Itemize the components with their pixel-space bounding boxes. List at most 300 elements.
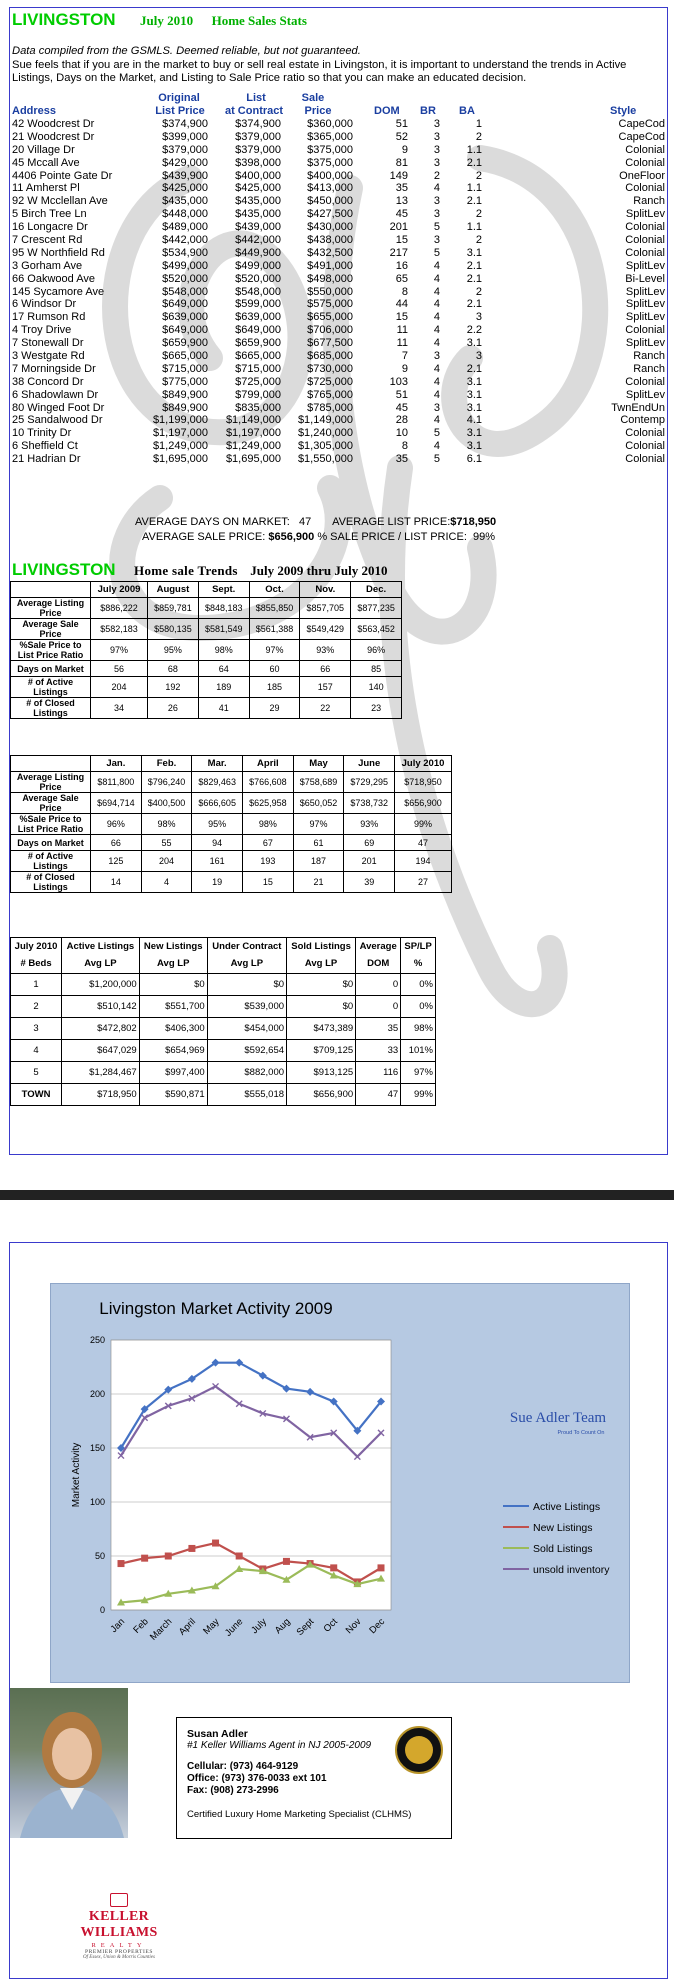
table-row (11, 1018, 436, 1040)
cell-address: 21 Woodcrest Dr (12, 130, 95, 143)
data-point (236, 1553, 243, 1560)
x-tick-label: Oct (321, 1616, 340, 1635)
table-cell: $555,018 (207, 1084, 286, 1106)
cell-style: Ranch (633, 195, 665, 208)
cell-sale-price: $498,000 (307, 272, 353, 285)
table-cell: 21 (293, 872, 344, 893)
cell-style: Colonial (625, 156, 665, 169)
cell-bedrooms: 4 (433, 440, 440, 453)
table-cell: $0 (207, 974, 286, 996)
intro-text (12, 45, 667, 86)
table-row (11, 698, 402, 719)
cell-style: CapeCod (618, 118, 665, 130)
table-cell: $539,000 (207, 996, 286, 1018)
cell-style: CapeCod (618, 130, 665, 143)
column-header: Avg LP (62, 956, 140, 974)
cell-sale-price: $413,000 (307, 182, 353, 195)
table-cell: 0% (401, 996, 436, 1018)
table-cell: 68 (148, 661, 199, 677)
table-row (10, 208, 667, 221)
beds-label: 1 (11, 974, 62, 996)
trends-label: Home sale Trends (134, 563, 238, 578)
column-header: Under Contract (207, 938, 286, 956)
column-header: # Beds (11, 956, 62, 974)
trends-table-2010 (10, 755, 452, 893)
cell-original-list-price: $665,000 (162, 350, 208, 363)
cell-style: SplitLev (625, 259, 665, 272)
cell-baths: 2 (475, 169, 482, 182)
table-cell: 47 (356, 1084, 401, 1106)
cell-dom: 51 (395, 118, 408, 130)
table-cell: 97% (401, 1062, 436, 1084)
row-label: # of Closed Listings (11, 872, 91, 893)
beds-label: 2 (11, 996, 62, 1018)
table-cell: 27 (395, 872, 452, 893)
cell-style: OneFloor (619, 169, 665, 182)
header-original: Original (158, 92, 200, 104)
month-header: June (344, 756, 395, 772)
x-tick-label: Sept (294, 1616, 317, 1638)
x-tick-label: Jan (108, 1616, 128, 1635)
cell-list-at-contract: $1,197,000 (225, 427, 281, 440)
table-cell: $886,222 (91, 598, 148, 619)
table-cell: $400,500 (141, 793, 192, 814)
cell-bedrooms: 4 (433, 362, 440, 375)
kw-name: KELLER WILLIAMS (80, 1909, 158, 1940)
table-row (10, 221, 667, 234)
cell-sale-price: $438,000 (307, 234, 353, 247)
table-row (11, 814, 452, 835)
cell-sale-price: $730,000 (307, 362, 353, 375)
table-cell: $647,029 (62, 1040, 140, 1062)
cell-style: Colonial (625, 375, 665, 388)
avg-list-value: $718,950 (450, 516, 497, 528)
header-list: List (246, 92, 266, 104)
table-row (10, 414, 667, 427)
legend-label: unsold inventory (533, 1564, 610, 1576)
cell-sale-price: $550,000 (307, 285, 353, 298)
cell-original-list-price: $435,000 (162, 195, 208, 208)
cell-baths: 2 (475, 285, 482, 298)
cell-bedrooms: 5 (433, 427, 440, 440)
table-cell: 201 (344, 851, 395, 872)
cell-dom: 16 (395, 259, 408, 272)
table-cell: 95% (192, 814, 243, 835)
cell-list-at-contract: $379,000 (235, 143, 281, 156)
cell-dom: 217 (389, 246, 408, 259)
table-row (10, 234, 667, 247)
row-label: # of Closed Listings (11, 698, 91, 719)
table-cell: $694,714 (91, 793, 142, 814)
table-cell: 93% (344, 814, 395, 835)
cell-address: 38 Concord Dr (12, 375, 84, 388)
cell-baths: 3.1 (466, 401, 482, 414)
avg-dom-value: 47 (299, 516, 312, 528)
cell-baths: 2.1 (466, 195, 482, 208)
cell-style: Colonial (625, 234, 665, 247)
cell-sale-price: $491,000 (307, 259, 353, 272)
table-row (10, 286, 667, 299)
header-br: BR (420, 105, 436, 117)
page-divider (0, 1190, 674, 1200)
town-title: LIVINGSTON (12, 10, 116, 29)
table-row (11, 974, 436, 996)
chart-title: Livingston Market Activity 2009 (99, 1299, 333, 1318)
column-header: New Listings (139, 938, 207, 956)
cell-style: Colonial (625, 221, 665, 234)
table-cell: 29 (249, 698, 300, 719)
cell-list-at-contract: $400,000 (235, 169, 281, 182)
sales-table (10, 92, 667, 466)
cell-dom: 81 (395, 156, 408, 169)
table-row (10, 182, 667, 195)
row-label: # of Active Listings (11, 851, 91, 872)
month-header: July 2010 (395, 756, 452, 772)
cell-list-at-contract: $548,000 (235, 285, 281, 298)
cell-original-list-price: $442,000 (162, 234, 208, 247)
stats-page (9, 7, 668, 1155)
intro-paragraph: Sue feels that if you are in the market to buy or sell real estate in Livingston, it is important to understand the trends in Active Listings, Days on the Market, and Listing to Sale Price ratio so that you can make an educated decision. (12, 58, 627, 84)
legend-label: Sold Listings (533, 1543, 593, 1555)
table-cell: 98% (198, 640, 249, 661)
table-cell: $848,183 (198, 598, 249, 619)
agent-photo (10, 1688, 128, 1838)
x-tick-label: March (147, 1616, 175, 1643)
period-title: July 2010 (140, 13, 194, 28)
table-cell: $592,654 (207, 1040, 286, 1062)
cell-sale-price: $1,550,000 (297, 453, 353, 466)
ratio-label: % SALE PRICE / LIST PRICE: (317, 531, 467, 543)
cell-dom: 65 (395, 272, 408, 285)
cell-dom: 8 (401, 285, 408, 298)
cell-address: 5 Birch Tree Ln (12, 208, 87, 221)
cell-address: 80 Winged Foot Dr (12, 401, 105, 414)
data-point (330, 1564, 337, 1571)
cell-style: Colonial (625, 453, 665, 466)
table-cell: 55 (141, 835, 192, 851)
table-cell: 95% (148, 640, 199, 661)
cell-list-at-contract: $599,000 (235, 298, 281, 311)
cell-address: 145 Sycamore Ave (12, 285, 105, 298)
table-cell: 35 (356, 1018, 401, 1040)
agent-cell: Cellular: (973) 464-9129 (187, 1761, 299, 1772)
cell-original-list-price: $1,199,000 (152, 414, 208, 427)
table-cell: 15 (243, 872, 294, 893)
cell-original-list-price: $649,000 (162, 298, 208, 311)
cell-list-at-contract: $659,900 (235, 337, 281, 350)
cell-bedrooms: 3 (433, 195, 440, 208)
table-cell: $551,700 (139, 996, 207, 1018)
data-point (188, 1545, 195, 1552)
cell-list-at-contract: $379,000 (235, 130, 281, 143)
table-cell: 41 (198, 698, 249, 719)
table-row (10, 118, 667, 131)
table-cell: $473,389 (287, 1018, 356, 1040)
cell-dom: 11 (396, 337, 408, 350)
cell-sale-price: $375,000 (307, 143, 353, 156)
cell-baths: 2 (475, 208, 482, 221)
month-header: April (243, 756, 294, 772)
cell-style: SplitLev (625, 337, 665, 350)
cell-list-at-contract: $799,000 (235, 388, 281, 401)
cell-original-list-price: $548,000 (162, 285, 208, 298)
cell-style: SplitLev (625, 311, 665, 324)
month-header: Feb. (141, 756, 192, 772)
month-header: Dec. (351, 582, 402, 598)
cell-dom: 52 (395, 130, 408, 143)
table-cell: 0 (356, 996, 401, 1018)
column-header: Active Listings (62, 938, 140, 956)
table-cell: 101% (401, 1040, 436, 1062)
cell-bedrooms: 4 (433, 182, 440, 195)
kw-realty: REALTY (91, 1942, 147, 1949)
subtitle: Home Sales Stats (211, 13, 307, 28)
cell-original-list-price: $715,000 (162, 362, 208, 375)
cell-original-list-price: $374,900 (162, 118, 208, 130)
table-cell: 193 (243, 851, 294, 872)
y-tick-label: 100 (89, 1497, 105, 1507)
cell-baths: 6.1 (466, 453, 482, 466)
y-tick-label: 150 (89, 1443, 105, 1453)
table-cell: $510,142 (62, 996, 140, 1018)
table-cell: $855,850 (249, 598, 300, 619)
table-cell: 93% (300, 640, 351, 661)
cell-dom: 9 (401, 143, 408, 156)
x-tick-label: July (249, 1616, 269, 1637)
table-cell: 34 (91, 698, 148, 719)
table-cell: $625,958 (243, 793, 294, 814)
table-row (10, 402, 667, 415)
cell-baths: 2.1 (466, 362, 482, 375)
row-label: Average Sale Price (11, 793, 91, 814)
cell-sale-price: $430,000 (307, 221, 353, 234)
cell-baths: 2.1 (466, 259, 482, 272)
cell-address: 3 Gorham Ave (12, 259, 83, 272)
cell-baths: 2.1 (466, 156, 482, 169)
cell-dom: 28 (395, 414, 408, 427)
corner-cell (11, 582, 91, 598)
table-cell: $0 (287, 974, 356, 996)
table-cell: 96% (351, 640, 402, 661)
table-row (11, 661, 402, 677)
header-ba: BA (459, 105, 475, 117)
table-row (10, 157, 667, 170)
agent-tagline: #1 Keller Williams Agent in NJ 2005-2009 (187, 1740, 372, 1751)
cell-original-list-price: $1,249,000 (152, 440, 208, 453)
cell-bedrooms: 3 (433, 143, 440, 156)
row-label: Days on Market (11, 835, 91, 851)
column-header: % (401, 956, 436, 974)
header-sale: Sale (301, 92, 325, 104)
agent-certification: Certified Luxury Home Marketing Specialist (CLHMS) (187, 1809, 412, 1820)
cell-original-list-price: $429,000 (162, 156, 208, 169)
cell-dom: 35 (395, 453, 408, 466)
table-cell: 67 (243, 835, 294, 851)
cell-sale-price: $1,240,000 (297, 427, 353, 440)
table-row (10, 337, 667, 350)
table-cell: $561,388 (249, 619, 300, 640)
cell-dom: 15 (395, 234, 408, 247)
table-row (11, 1084, 436, 1106)
table-cell: $857,705 (300, 598, 351, 619)
cell-style: SplitLev (625, 388, 665, 401)
cell-sale-price: $725,000 (307, 375, 353, 388)
team-logo-tagline: Proud To Count On (557, 1430, 605, 1436)
column-header: Avg LP (207, 956, 286, 974)
cell-list-at-contract: $835,000 (235, 401, 281, 414)
cell-sale-price: $375,000 (307, 156, 353, 169)
cell-list-at-contract: $374,900 (235, 118, 281, 130)
sales-table-header (10, 92, 667, 118)
column-header: SP/LP (401, 938, 436, 956)
table-row (10, 298, 667, 311)
cell-dom: 11 (396, 324, 408, 337)
data-point (165, 1553, 172, 1560)
table-cell: $766,608 (243, 772, 294, 793)
table-cell: $666,605 (192, 793, 243, 814)
cell-sale-price: $785,000 (307, 401, 353, 414)
table-row (10, 247, 667, 260)
cell-bedrooms: 4 (433, 285, 440, 298)
cell-dom: 9 (401, 362, 408, 375)
cell-sale-price: $427,500 (307, 208, 353, 221)
cell-original-list-price: $849,900 (162, 401, 208, 414)
cell-original-list-price: $448,000 (162, 208, 208, 221)
cell-sale-price: $400,000 (307, 169, 353, 182)
row-label: %Sale Price to List Price Ratio (11, 640, 91, 661)
cell-list-at-contract: $665,000 (235, 350, 281, 363)
table-row (11, 598, 402, 619)
month-header: August (148, 582, 199, 598)
avg-sale-value: $656,900 (268, 531, 315, 543)
cell-address: 3 Westgate Rd (12, 350, 85, 363)
x-tick-label: Dec (367, 1616, 388, 1637)
table-cell: 14 (91, 872, 142, 893)
table-cell: 97% (91, 640, 148, 661)
month-header: May (293, 756, 344, 772)
cell-dom: 8 (401, 440, 408, 453)
cell-dom: 35 (395, 182, 408, 195)
table-cell: $656,900 (287, 1084, 356, 1106)
table-cell: 97% (293, 814, 344, 835)
table-cell: $913,125 (287, 1062, 356, 1084)
cell-list-at-contract: $449,900 (235, 246, 281, 259)
cell-style: Ranch (633, 350, 665, 363)
cell-style: Colonial (625, 182, 665, 195)
kw-premier: PREMIER PROPERTIES (84, 1949, 154, 1955)
table-cell: 26 (148, 698, 199, 719)
cell-original-list-price: $399,000 (162, 130, 208, 143)
table-cell: $581,549 (198, 619, 249, 640)
cell-bedrooms: 4 (433, 388, 440, 401)
beds-label: TOWN (11, 1084, 62, 1106)
legend-label: Active Listings (533, 1501, 601, 1513)
table-row (10, 170, 667, 183)
table-cell: $582,183 (91, 619, 148, 640)
cell-bedrooms: 4 (433, 337, 440, 350)
keller-williams-logo (64, 1893, 174, 1960)
table-row (11, 640, 402, 661)
cell-baths: 3.1 (466, 337, 482, 350)
table-cell: $0 (139, 974, 207, 996)
cell-style: Colonial (625, 246, 665, 259)
cell-baths: 1 (475, 118, 482, 130)
cell-baths: 1.1 (466, 143, 482, 156)
cell-dom: 44 (395, 298, 408, 311)
corner-cell (11, 756, 91, 772)
cell-sale-price: $655,000 (307, 311, 353, 324)
header-dom: DOM (374, 105, 400, 117)
cell-original-list-price: $534,900 (162, 246, 208, 259)
award-seal-icon (395, 1726, 443, 1774)
cell-sale-price: $1,305,000 (297, 440, 353, 453)
table-cell: 204 (91, 677, 148, 698)
cell-list-at-contract: $1,149,000 (225, 414, 281, 427)
table-cell: $590,871 (139, 1084, 207, 1106)
cell-original-list-price: $849,900 (162, 388, 208, 401)
data-point (141, 1555, 148, 1562)
cell-sale-price: $575,000 (307, 298, 353, 311)
cell-address: 42 Woodcrest Dr (12, 118, 95, 130)
y-tick-label: 250 (89, 1335, 105, 1345)
cell-style: SplitLev (625, 208, 665, 221)
table-row (11, 872, 452, 893)
header-row (11, 938, 436, 956)
ratio-value: 99% (473, 531, 496, 543)
table-cell: 22 (300, 698, 351, 719)
cell-baths: 2.2 (466, 324, 482, 337)
beds-label: 5 (11, 1062, 62, 1084)
header-style: Style (610, 105, 637, 117)
table-row (11, 835, 452, 851)
cell-style: Ranch (633, 362, 665, 375)
cell-baths: 1.1 (466, 182, 482, 195)
table-cell: 33 (356, 1040, 401, 1062)
cell-list-at-contract: $520,000 (235, 272, 281, 285)
cell-dom: 149 (389, 169, 408, 182)
table-cell: 66 (91, 835, 142, 851)
cell-baths: 3 (475, 350, 482, 363)
cell-dom: 10 (395, 427, 408, 440)
cell-bedrooms: 5 (433, 453, 440, 466)
agent-portrait-image (10, 1688, 128, 1838)
cell-bedrooms: 3 (433, 234, 440, 247)
table-cell: $654,969 (139, 1040, 207, 1062)
avg-sale-label: AVERAGE SALE PRICE: (142, 531, 266, 543)
table-cell: $656,900 (395, 793, 452, 814)
table-row (10, 376, 667, 389)
chart-page (9, 1242, 668, 1979)
column-header: DOM (356, 956, 401, 974)
table-cell: 56 (91, 661, 148, 677)
table-cell: 23 (351, 698, 402, 719)
table-cell: $406,300 (139, 1018, 207, 1040)
header-price: Price (304, 105, 332, 117)
agent-name: Susan Adler (187, 1728, 248, 1740)
cell-address: 11 Amherst Pl (12, 182, 80, 195)
cell-sale-price: $360,000 (307, 118, 353, 130)
table-cell: $1,200,000 (62, 974, 140, 996)
cell-bedrooms: 4 (433, 272, 440, 285)
cell-bedrooms: 4 (433, 298, 440, 311)
table-cell: $549,429 (300, 619, 351, 640)
table-cell: 85 (351, 661, 402, 677)
table-cell: 116 (356, 1062, 401, 1084)
table-cell: $796,240 (141, 772, 192, 793)
cell-original-list-price: $379,000 (162, 143, 208, 156)
table-cell: 125 (91, 851, 142, 872)
kw-region: Of Essex, Union & Morris Counties (83, 1955, 155, 1960)
